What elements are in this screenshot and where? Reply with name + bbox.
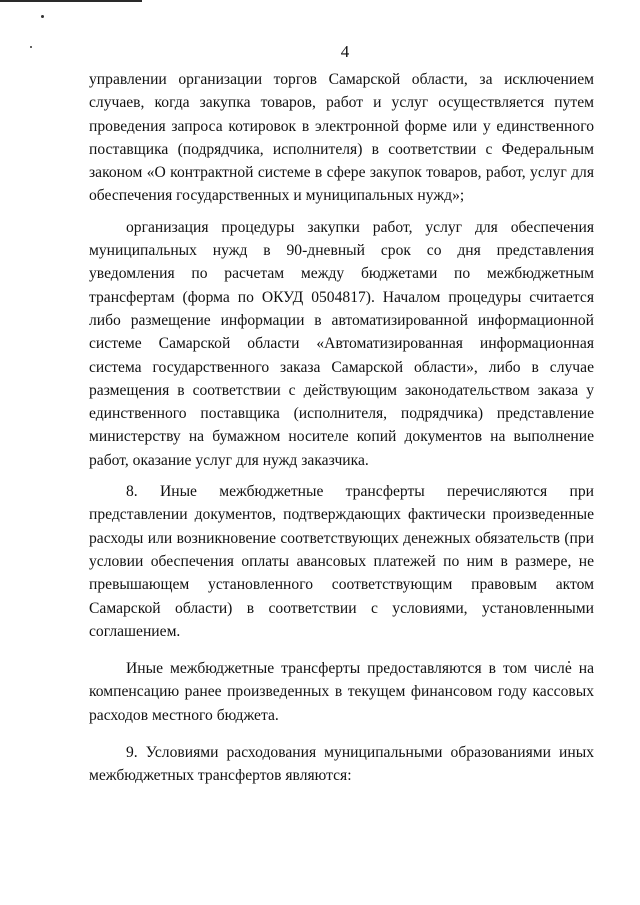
scan-speck	[41, 15, 44, 18]
paragraph-item-8: 8. Иные межбюджетные трансферты перечисляются при представлении документов, подтверждающих фактически произведенные расходы или возникновение соответствующих денежных обязательств (при условии обеспечения оплаты авансовых платежей по ним в размере, не превышающем установленного соответствующим правовым актом Самарской области) в соответствии с условиями, установленными соглашением.	[89, 483, 594, 640]
scan-edge-line	[0, 0, 142, 2]
paragraph-item-9: 9. Условиями расходования муниципальными образованиями иных межбюджетных трансфертов являются:	[89, 744, 594, 785]
paragraph-procurement: организация процедуры закупки работ, услуг для обеспечения муниципальных нужд в 90-дневный срок со дня представления уведомления по расчетам между бюджетами по межбюджетным трансфертам (форма по ОКУД 0504817). Началом процедуры считается либо размещение информации в автоматизированной информационной системе Самарской области «Автоматизированная информационная система государственного заказа Самарской области», либо в случае размещения в соответствии с действующим законодательством заказа у единственного поставщика (исполнителя, подрядчика) представление министерству на бумажном носителе копий документов на выполнение работ, оказание услуг для нужд заказчика.	[89, 218, 594, 469]
paragraph-continuation: управлении организации торгов Самарской области, за исключением случаев, когда закупка товаров, работ и услуг осуществляется путем проведения запроса котировок в электронной форме или у единственного поставщика (подрядчика, исполнителя) в соответствии с Федеральным законом «О контрактной системе в сфере закупок товаров, работ, услуг для обеспечения государственных и муниципальных нужд»;	[89, 71, 594, 205]
paragraph-compensation: Иные межбюджетные трансферты предоставляются в том числе на компенсацию ранее произведенных в текущем финансовом году кассовых расходов местного бюджета.	[89, 660, 594, 724]
document-body	[89, 68, 594, 788]
page-number: 4	[340, 42, 350, 61]
